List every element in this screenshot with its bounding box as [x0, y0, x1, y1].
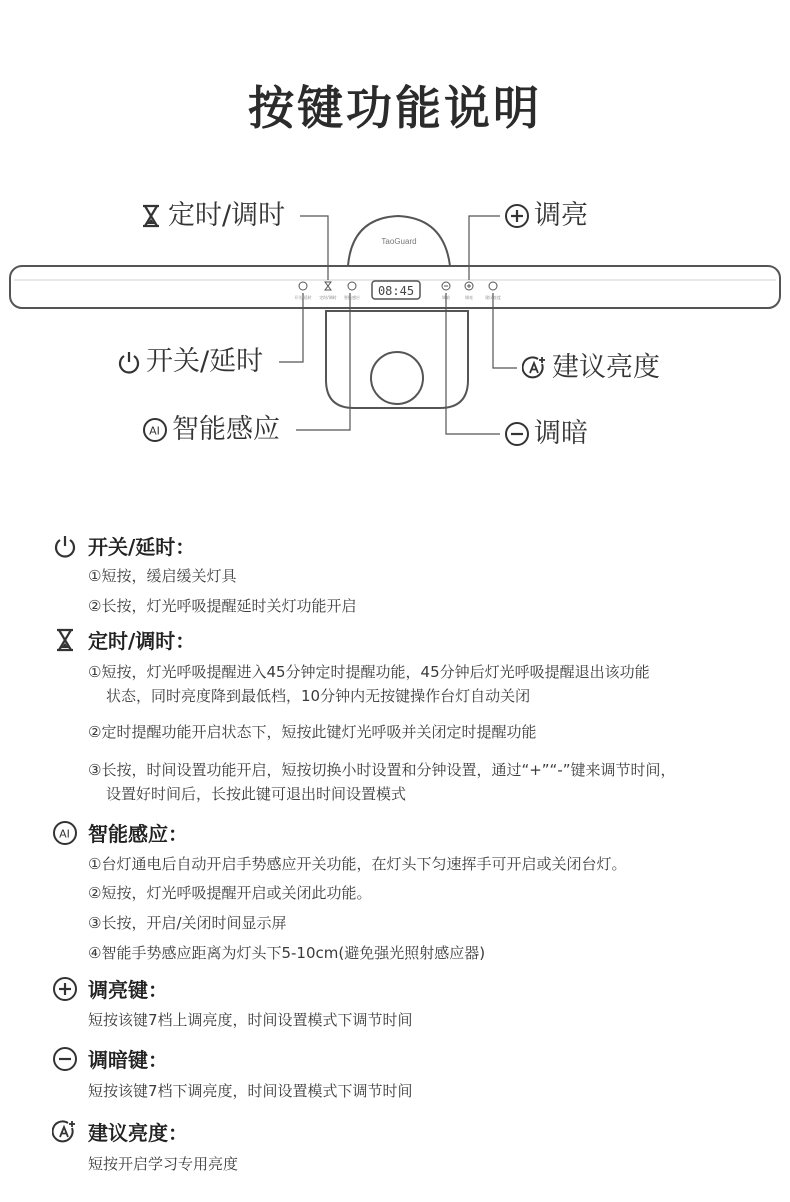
section-title: 调亮键：	[88, 978, 168, 1002]
svg-text:调暗: 调暗	[442, 295, 450, 300]
list-item: 短按该键7档上调亮度，时间设置模式下调节时间	[88, 1011, 413, 1029]
svg-text:调亮: 调亮	[465, 295, 473, 300]
minus-icon	[52, 1046, 78, 1072]
page-title: 按键功能说明	[248, 81, 542, 135]
hourglass-icon	[138, 203, 164, 229]
section-title: 智能感应：	[88, 822, 188, 846]
suggest-brightness-icon	[522, 355, 548, 381]
list-item: 设置好时间后，长按此键可退出时间设置模式	[106, 785, 407, 803]
list-item: ④智能手势感应距离为灯头下5-10cm(避免强光照射感应器)	[88, 944, 486, 962]
list-item: ①短按，缓启缓关灯具	[88, 567, 237, 585]
svg-text:建议亮度: 建议亮度	[485, 295, 501, 300]
callout-dim-label: 调暗	[534, 418, 588, 449]
list-item: 短按开启学习专用亮度	[88, 1155, 239, 1173]
section-title: 开关/延时：	[88, 535, 196, 559]
list-item: ③长按，时间设置功能开启，短按切换小时设置和分钟设置，通过“+”“-”键来调节时间，	[88, 761, 676, 779]
callout-suggest	[522, 354, 660, 381]
suggest-brightness-icon	[52, 1119, 78, 1145]
callout-sensor	[142, 416, 280, 443]
lamp-brand-label: TaoGuard	[381, 237, 417, 246]
section-brighten	[52, 974, 168, 1003]
ai-icon	[142, 417, 168, 443]
list-item: ①台灯通电后自动开启手势感应开关功能，在灯头下匀速挥手可开启或关闭台灯。	[88, 855, 627, 873]
section-power	[52, 531, 195, 560]
plus-icon	[504, 203, 530, 229]
section-dim	[52, 1044, 168, 1073]
lamp-display-time: 08:45	[377, 284, 415, 298]
svg-text:AI: AI	[149, 424, 160, 437]
callout-suggest-label: 建议亮度	[552, 352, 660, 383]
svg-text:AI: AI	[59, 827, 70, 840]
callout-brighten-label: 调亮	[534, 200, 588, 231]
list-item: ②定时提醒功能开启状态下，短按此键灯光呼吸并关闭定时提醒功能	[88, 723, 537, 741]
svg-text:定时/调时: 定时/调时	[319, 295, 337, 300]
minus-icon	[504, 421, 530, 447]
callout-timer	[138, 202, 285, 229]
list-item: ②短按，灯光呼吸提醒开启或关闭此功能。	[88, 884, 372, 902]
hourglass-icon	[52, 627, 78, 653]
section-title: 定时/调时：	[88, 629, 196, 653]
list-item: 短按该键7档下调亮度，时间设置模式下调节时间	[88, 1082, 413, 1100]
callout-power	[116, 348, 263, 375]
section-title: 建议亮度：	[88, 1121, 188, 1145]
ai-icon	[52, 820, 78, 846]
callout-sensor-label: 智能感应	[172, 414, 280, 445]
callout-power-label: 开关/延时	[146, 346, 264, 377]
section-title: 调暗键：	[88, 1048, 168, 1072]
callout-dim	[504, 420, 588, 447]
power-icon	[52, 533, 78, 559]
plus-icon	[52, 976, 78, 1002]
list-item: 状态，同时亮度降到最低档，10分钟内无按键操作台灯自动关闭	[106, 687, 531, 705]
lamp-diagram	[0, 180, 790, 470]
callout-timer-label: 定时/调时	[168, 200, 286, 231]
section-timer	[52, 625, 195, 654]
callout-brighten	[504, 202, 588, 229]
list-item: ②长按，灯光呼吸提醒延时关灯功能开启	[88, 597, 357, 615]
list-item: ①短按，灯光呼吸提醒进入45分钟定时提醒功能，45分钟后灯光呼吸提醒退出该功能	[88, 663, 650, 681]
svg-text:开关/延时: 开关/延时	[294, 295, 312, 300]
section-suggest	[52, 1117, 188, 1146]
power-icon	[116, 349, 142, 375]
list-item: ③长按，开启/关闭时间显示屏	[88, 914, 287, 932]
section-sensor	[52, 818, 188, 847]
svg-text:智能感应: 智能感应	[344, 295, 360, 300]
lamp-knob	[371, 352, 423, 404]
